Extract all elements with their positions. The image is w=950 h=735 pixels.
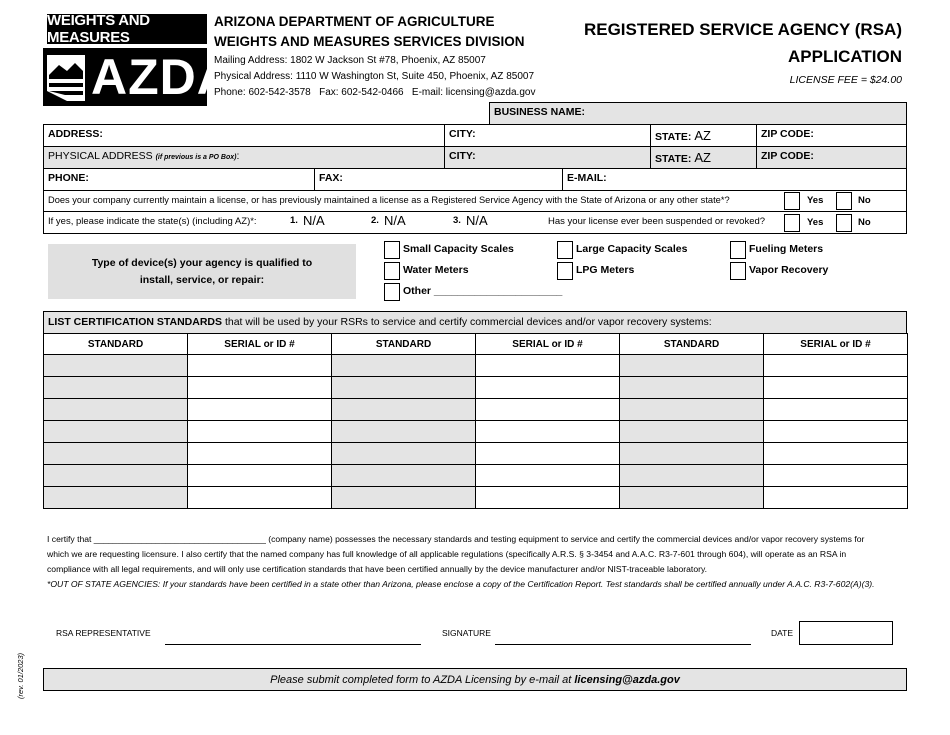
state2-value: AZ [694, 150, 711, 165]
table-header-serial: SERIAL or ID # [187, 333, 332, 355]
zip-field[interactable] [756, 124, 907, 147]
state-field[interactable] [650, 124, 757, 147]
table-header-serial: SERIAL or ID # [475, 333, 620, 355]
suspended-question: Has your license ever been suspended or revoked? [548, 216, 766, 227]
table-cell[interactable] [475, 464, 620, 487]
fueling-meters-checkbox[interactable] [730, 241, 746, 259]
large-capacity-checkbox[interactable] [557, 241, 573, 259]
table-cell[interactable] [619, 442, 764, 465]
city-label: CITY: [449, 128, 476, 140]
signature-label: SIGNATURE [442, 628, 491, 638]
table-cell[interactable] [763, 464, 908, 487]
table-cell[interactable] [475, 442, 620, 465]
table-cell[interactable] [331, 486, 476, 509]
business-name-label: BUSINESS NAME: [494, 106, 586, 118]
large-capacity-label: Large Capacity Scales [576, 243, 688, 255]
city-field[interactable] [444, 124, 651, 147]
physical-address-colon: : [236, 150, 240, 162]
zip2-field[interactable] [756, 146, 907, 169]
phone-field[interactable] [43, 168, 315, 191]
table-cell[interactable] [187, 486, 332, 509]
fax-label: FAX: [319, 172, 343, 184]
question-prior-license [43, 190, 907, 212]
prior-license-text: Does your company currently maintain a license, or has previously maintained a license as a Registered Service Agency with the State of Arizona or any other state*? [48, 195, 730, 205]
state2-entry-value[interactable]: N/A [384, 213, 406, 228]
device-type-prompt [48, 244, 356, 299]
physical-address-field[interactable] [43, 146, 445, 169]
prior-license-no-label: No [858, 195, 871, 206]
physical-address: Physical Address: 1110 W Washington St, Suite 450, Phoenix, AZ 85007 [214, 71, 534, 82]
form-subtitle: APPLICATION [788, 47, 902, 66]
department-name: ARIZONA DEPARTMENT OF AGRICULTURE [214, 14, 495, 29]
table-cell[interactable] [187, 398, 332, 421]
table-cell[interactable] [619, 376, 764, 399]
prior-license-yes-checkbox[interactable] [784, 192, 800, 210]
table-cell[interactable] [475, 354, 620, 377]
table-cell[interactable] [331, 420, 476, 443]
revision-date: (rev. 01/2023) [16, 652, 25, 699]
table-cell[interactable] [43, 420, 188, 443]
suspended-yes-label: Yes [807, 217, 824, 228]
zip-label: ZIP CODE: [761, 128, 814, 140]
fax-field[interactable] [314, 168, 563, 191]
fueling-meters-label: Fueling Meters [749, 243, 824, 255]
table-cell[interactable] [331, 354, 476, 377]
date-label: DATE [771, 628, 794, 638]
table-cell[interactable] [763, 376, 908, 399]
table-cell[interactable] [331, 398, 476, 421]
phone-label: PHONE: [48, 172, 89, 184]
table-cell[interactable] [619, 354, 764, 377]
table-cell[interactable] [187, 376, 332, 399]
table-cell[interactable] [43, 376, 188, 399]
table-cell[interactable] [619, 398, 764, 421]
table-cell[interactable] [475, 420, 620, 443]
state2-label: STATE: [655, 153, 692, 165]
state3-value[interactable]: N/A [466, 213, 488, 228]
standards-heading [43, 311, 907, 334]
small-capacity-label: Small Capacity Scales [403, 243, 514, 255]
table-cell[interactable] [187, 420, 332, 443]
state2-field[interactable] [650, 146, 757, 169]
physical-address-note: (if previous is a PO Box) [155, 154, 237, 161]
table-cell[interactable] [43, 486, 188, 509]
rsa-rep-line[interactable] [165, 644, 421, 645]
other-device-label[interactable]: Other ______________________ [403, 285, 563, 297]
form-title: REGISTERED SERVICE AGENCY (RSA) [583, 20, 902, 39]
state3-number: 3. [453, 215, 461, 226]
city2-field[interactable] [444, 146, 651, 169]
table-cell[interactable] [43, 442, 188, 465]
table-cell[interactable] [43, 464, 188, 487]
physical-address-label: PHYSICAL ADDRESS [48, 150, 153, 162]
state-value: AZ [694, 128, 711, 143]
state1-value[interactable]: N/A [303, 213, 325, 228]
water-meters-label: Water Meters [403, 264, 469, 276]
state2-number: 2. [371, 215, 379, 226]
date-field[interactable] [799, 621, 893, 645]
suspended-no-checkbox[interactable] [836, 214, 852, 232]
suspended-yes-checkbox[interactable] [784, 214, 800, 232]
lpg-meters-label: LPG Meters [576, 264, 635, 276]
signature-line[interactable] [495, 644, 751, 645]
table-cell[interactable] [619, 464, 764, 487]
table-cell[interactable] [187, 354, 332, 377]
lpg-meters-checkbox[interactable] [557, 262, 573, 280]
vapor-recovery-label: Vapor Recovery [749, 264, 829, 276]
cert-line-2: which we are requesting licensure. I also certify that the named company has full knowledge of all applicable regulations (specifically A.R.S. § 3-3454 and A.A.C. R3-7-601 through 604), will operate as an RSA in [47, 549, 847, 559]
rsa-rep-label: RSA REPRESENTATIVE [56, 628, 151, 638]
business-name-field[interactable] [489, 102, 907, 125]
table-cell[interactable] [331, 376, 476, 399]
table-cell[interactable] [619, 420, 764, 443]
standards-heading-rest: that will be used by your RSRs to service and certify commercial devices and/or vapor recovery systems: [222, 316, 712, 328]
table-cell[interactable] [187, 442, 332, 465]
azda-logo [43, 48, 234, 106]
city2-label: CITY: [449, 150, 476, 162]
table-header-standard: STANDARD [331, 333, 476, 355]
division-name: WEIGHTS AND MEASURES SERVICES DIVISION [214, 34, 525, 49]
table-cell[interactable] [187, 464, 332, 487]
cert-line-3: compliance with all legal requirements, and will only use certification standards that have been certified annually by the device manufacturer and/or NIST-traceable laboratory. [47, 564, 708, 574]
table-header-standard: STANDARD [43, 333, 188, 355]
table-cell[interactable] [331, 464, 476, 487]
address-label: ADDRESS: [48, 128, 103, 140]
contact-info: Phone: 602-542-3578 Fax: 602-542-0466 E-mail: licensing@azda.gov [214, 87, 536, 98]
table-cell[interactable] [763, 420, 908, 443]
table-cell[interactable] [763, 398, 908, 421]
small-capacity-checkbox[interactable] [384, 241, 400, 259]
cert-line-1: I certify that ____________________________________ (company name) possesses the necessary standards and testing equipment to service and certify the commercial devices and/or vapor recovery systems for [47, 534, 865, 544]
prior-license-no-checkbox[interactable] [836, 192, 852, 210]
logo-azda-text: AZDA [91, 49, 234, 105]
device-type-prompt-text: Type of device(s) your agency is qualified to install, service, or repair: [91, 256, 313, 286]
table-cell[interactable] [763, 354, 908, 377]
table-cell[interactable] [43, 398, 188, 421]
arizona-state-icon [45, 51, 89, 103]
license-fee: LICENSE FEE = $24.00 [789, 74, 902, 86]
standards-heading-bold: LIST CERTIFICATION STANDARDS [48, 316, 223, 328]
zip2-label: ZIP CODE: [761, 150, 814, 162]
state1-number: 1. [290, 215, 298, 226]
table-header-standard: STANDARD [619, 333, 764, 355]
table-cell[interactable] [475, 486, 620, 509]
other-device-checkbox[interactable] [384, 283, 400, 301]
cert-note: *OUT OF STATE AGENCIES: If your standards have been certified in a state other than Arizona, please enclose a copy of the Certification Report. Test standards shall be certified annually under A.A.C. R3-7-602(A)(3). [47, 579, 875, 589]
table-cell[interactable] [331, 442, 476, 465]
table-cell[interactable] [43, 354, 188, 377]
table-cell[interactable] [763, 442, 908, 465]
table-cell[interactable] [619, 486, 764, 509]
table-cell[interactable] [763, 486, 908, 509]
state-label: STATE: [655, 131, 692, 143]
email-label: E-MAIL: [567, 172, 607, 184]
table-cell[interactable] [475, 376, 620, 399]
states-text: If yes, please indicate the state(s) (including AZ)*: [48, 216, 257, 227]
email-field[interactable] [562, 168, 907, 191]
table-cell[interactable] [475, 398, 620, 421]
certification-statement [47, 532, 907, 592]
logo-weights-measures: WEIGHTS AND MEASURES [47, 14, 207, 44]
address-field[interactable] [43, 124, 445, 147]
submit-email-link[interactable]: licensing@azda.gov [574, 673, 680, 686]
submit-instructions [43, 668, 907, 691]
submit-text: Please submit completed form to AZDA Licensing by e-mail at [270, 673, 572, 686]
prior-license-yes-label: Yes [807, 195, 824, 206]
table-header-serial: SERIAL or ID # [763, 333, 908, 355]
mailing-address: Mailing Address: 1802 W Jackson St #78, Phoenix, AZ 85007 [214, 55, 486, 66]
vapor-recovery-checkbox[interactable] [730, 262, 746, 280]
suspended-no-label: No [858, 217, 871, 228]
water-meters-checkbox[interactable] [384, 262, 400, 280]
